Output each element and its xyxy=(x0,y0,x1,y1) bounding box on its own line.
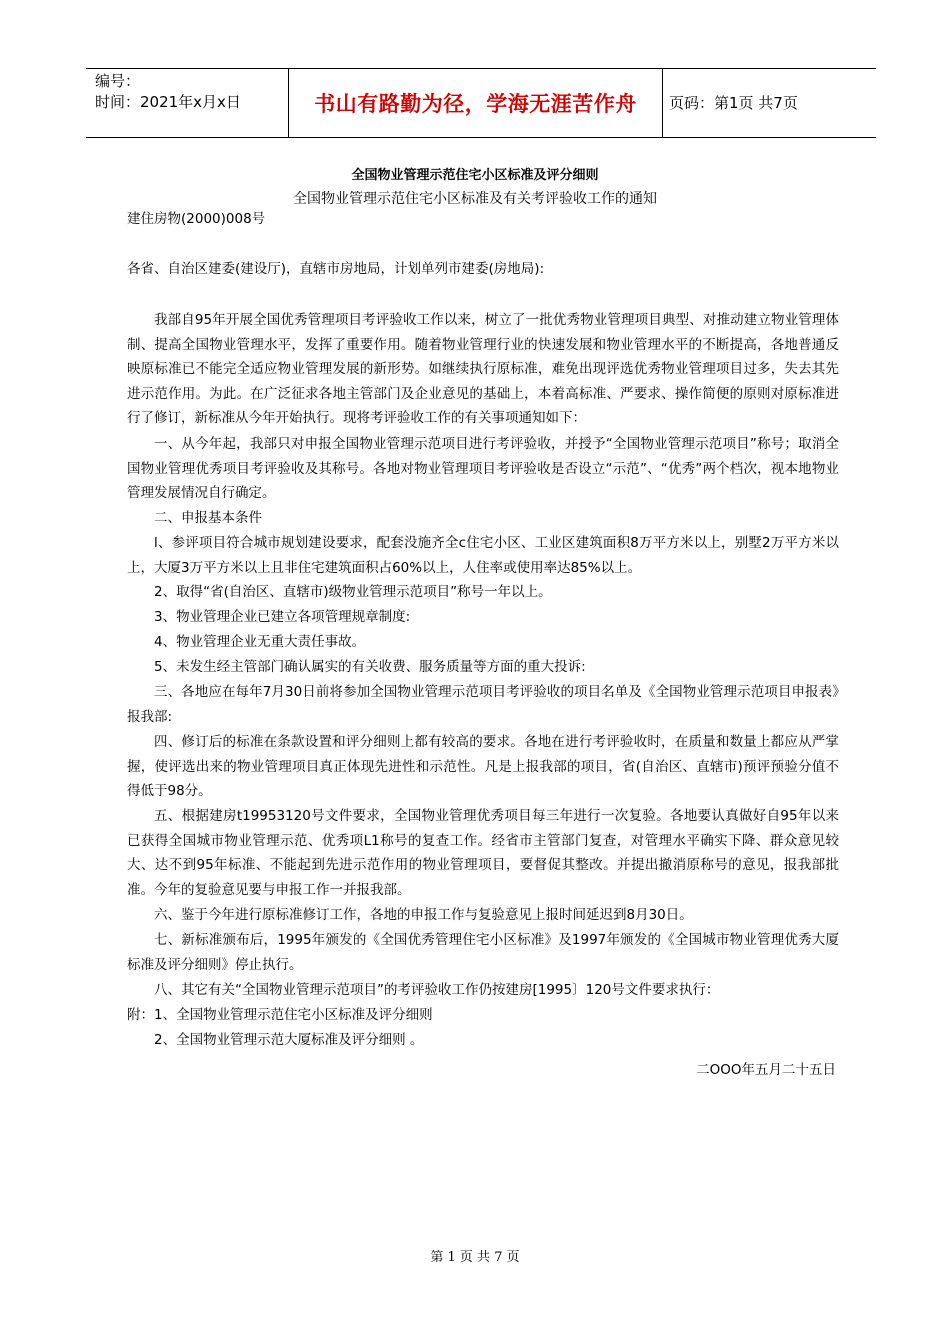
item-7: 七、新标准颁布后，1995年颁发的《全国优秀管理住宅小区标准》及1997年颁发的《全国城市物业管理优秀大厦标准及评分细则》停止执行。 xyxy=(127,932,839,973)
motto: 书山有路勤为径，学海无涯苦作舟 xyxy=(314,92,637,116)
document-title: 全国物业管理示范住宅小区标准及评分细则 xyxy=(351,168,599,183)
condition-1: l、参评项目符合城市规划建设要求，配套没施齐全c住宅小区、工业区建筑面积8万平方米以上，别墅2万平方米以上，大厦3万平方米以上且非住宅建筑面积占60%以上，人住率或使用率达85%以上。 xyxy=(127,535,839,576)
condition-4: 4、物业管理企业无重大责任事故。 xyxy=(154,634,366,650)
attachment-2: 2、全国物业管理示范大厦标准及评分细则 。 xyxy=(154,1032,424,1048)
item-1: 一、从今年起，我部只对申报全国物业管理示范项目进行考评验收，并授予“全国物业管理示范项目”称号；取消全国物业管理优秀项目考评验收及其称号。各地对物业管理项目考评验收是否设立“示范”、“优秀”两个档次，视本地物业管理发展情况自行确定。 xyxy=(127,436,839,502)
item-2-title: 二、申报基本条件 xyxy=(154,510,262,526)
header-motto-cell xyxy=(288,69,663,137)
page-header xyxy=(86,68,876,138)
item-8: 八、其它有关“全国物业管理示范项目”的考评验收工作仍按建房[1995〕120号文件要求执行： xyxy=(154,982,720,998)
doc-number: 建住房物(2000)008号 xyxy=(127,211,266,227)
document-date: 二OOO年五月二十五日 xyxy=(696,1062,836,1078)
time-label: 时间：2021年x月x日 xyxy=(95,93,241,111)
recipients: 各省、自治区建委(建设厅)，直辖市房地局，计划单列市建委(房地局): xyxy=(127,261,545,277)
item-5: 五、根据建房t19953120号文件要求，全国物业管理优秀项目每三年进行一次复验。各地要认真做好自95年以来已获得全国城市物业管理示范、优秀项L1称号的复查工作。经省市主管部门复查，对管理水平确实下降、群众意见较大、达不到95年标准、不能起到先进示范作用的物业管理项目，要督促其整改。并提出撤消原称号的意见，报我部批准。今年的复验意见要与申报工作一并报我部。 xyxy=(127,808,839,898)
item-3: 三、各地应在每年7月30日前将参加全国物业管理示范项目考评验收的项目名单及《全国物业管理示范项目申报表》报我部: xyxy=(127,684,839,725)
header-meta xyxy=(95,71,241,113)
number-label: 编号： xyxy=(95,72,141,90)
condition-2: 2、取得“省(自治区、直辖市)级物业管理示范项目”称号一年以上。 xyxy=(154,584,552,600)
document-subtitle: 全国物业管理示范住宅小区标准及有关考评验收工作的通知 xyxy=(293,191,657,207)
condition-5: 5、未发生经主管部门确认属实的有关收费、服务质量等方面的重大投诉: xyxy=(154,659,586,675)
item-4: 四、修订后的标准在条款设置和评分细则上都有较高的要求。各地在进行考评验收时，在质量和数量上都应从严掌握，使评选出来的物业管理项目真正体现先进性和示范性。凡是上报我部的项目，省(自治区、直辖市)预评预验分值不得低于98分。 xyxy=(127,734,839,800)
condition-3: 3、物业管理企业已建立各项管理规章制度: xyxy=(154,609,411,625)
attachment-1: 附：1、全国物业管理示范住宅小区标准及评分细则 xyxy=(127,1007,433,1023)
page-label: 页码：第1页 共7页 xyxy=(669,94,798,112)
item-6: 六、鉴于今年进行原标准修订工作，各地的申报工作与复验意见上报时间延迟到8月30日。 xyxy=(154,907,693,923)
intro-paragraph: 我部自95年开展全国优秀管理项目考评验收工作以来，树立了一批优秀物业管理项目典型、对推动建立物业管理体制、提高全国物业管理水平，发挥了重要作用。随着物业管理行业的快速发展和物业管理水平的不断提高，各地普通反映原标准已不能完全适应物业管理发展的新形势。如继续执行原标准，难免出现评选优秀物业管理项目过多，失去其先进示范作用。为此。在广泛征求各地主管部门及企业意见的基础上，本着高标准、严要求、操作简便的原则对原标准进行了修订，新标准从今年开始执行。现将考评验收工作的有关事项通知如下： xyxy=(127,312,839,427)
page-footer: 第 1 页 共 7 页 xyxy=(430,1250,520,1265)
